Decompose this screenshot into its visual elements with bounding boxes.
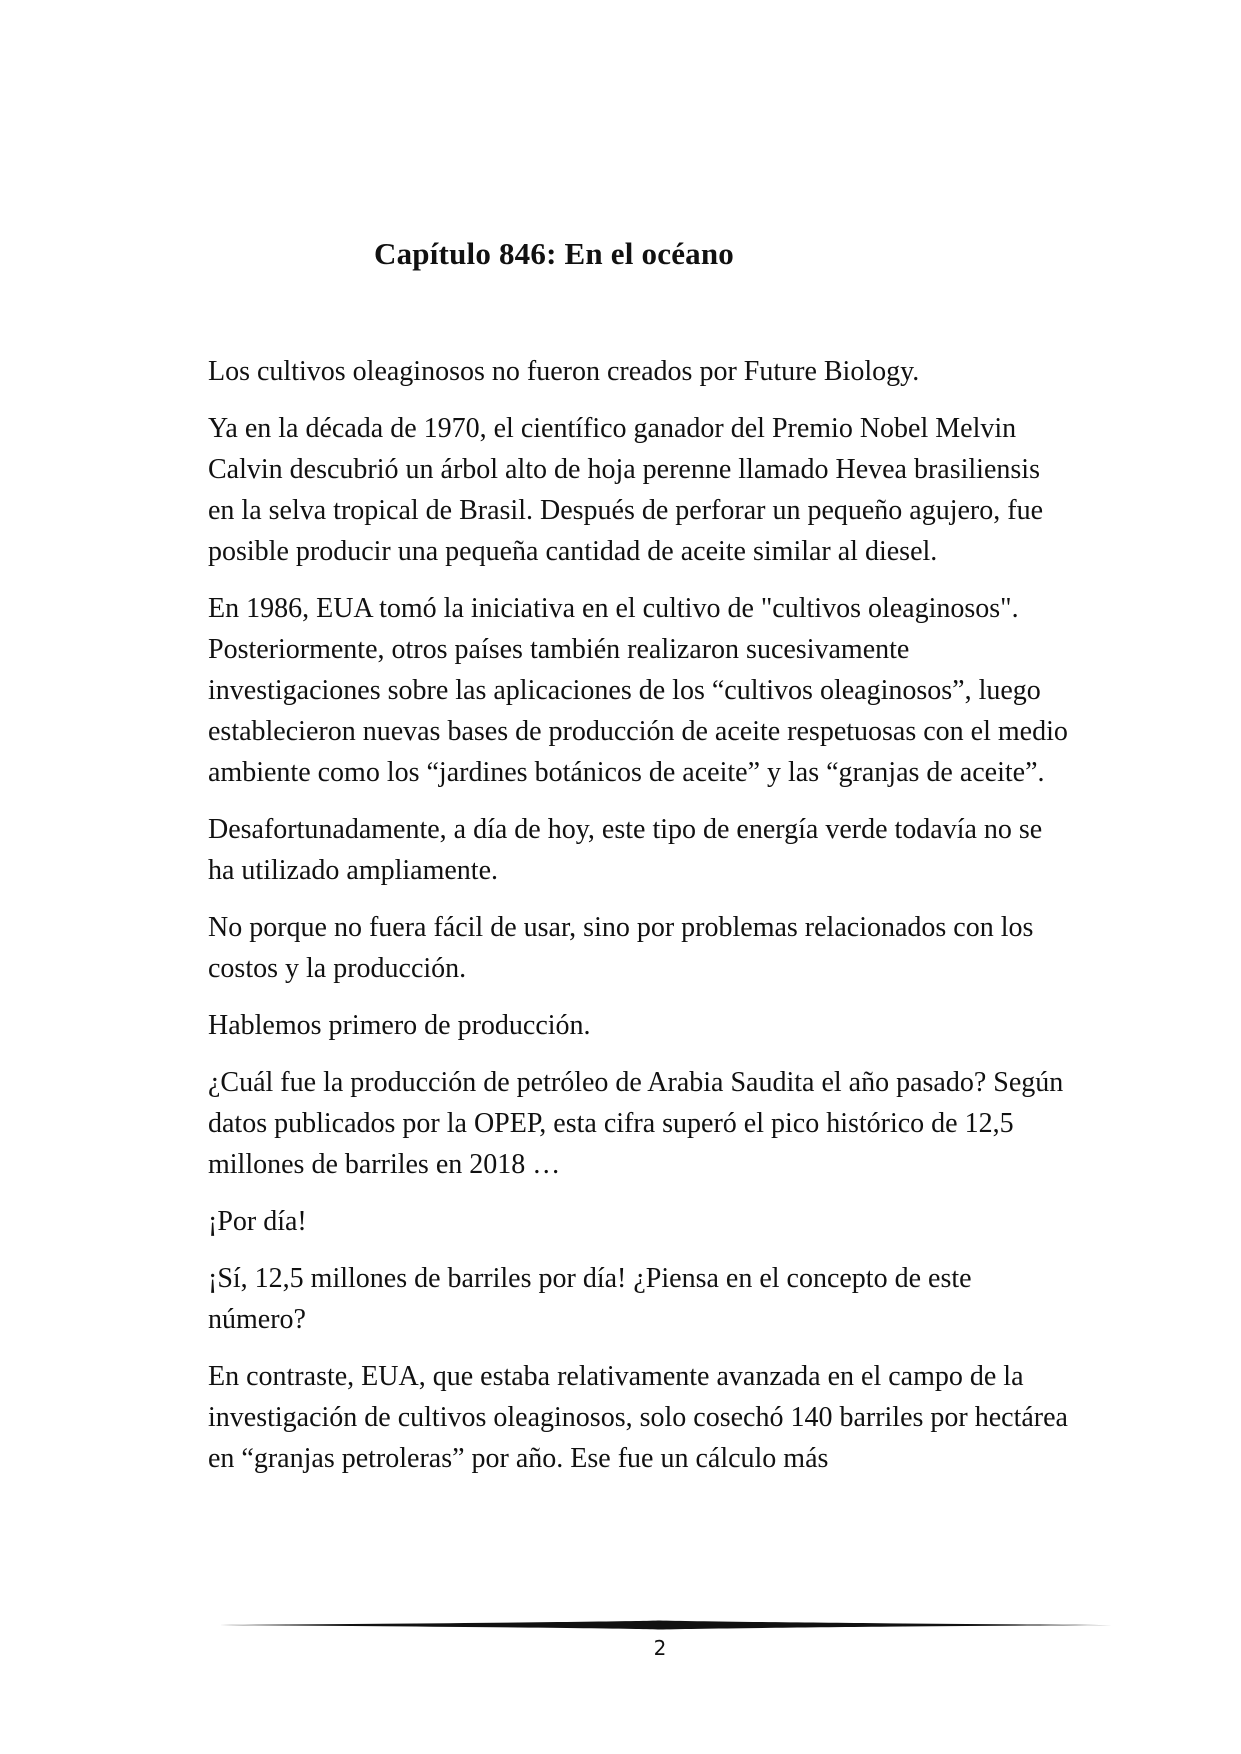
paragraph: En contraste, EUA, que estaba relativamente avanzada en el campo de la investigación de cultivos oleaginosos, solo cosechó 140 barriles por hectárea en “granjas petroleras” por año. Ese fue un cálculo más	[208, 1361, 1068, 1474]
paragraph: No porque no fuera fácil de usar, sino por problemas relacionados con los costos y la producción.	[208, 912, 1034, 984]
page-number: 2	[653, 1636, 667, 1660]
chapter-title: Capítulo 846: En el océano	[374, 236, 734, 271]
paragraph: Hablemos primero de producción.	[208, 1010, 591, 1041]
paragraph: Desafortunadamente, a día de hoy, este tipo de energía verde todavía no se ha utilizado ampliamente.	[208, 814, 1043, 886]
paragraph: ¡Sí, 12,5 millones de barriles por día! ¿Piensa en el concepto de este número?	[208, 1263, 972, 1335]
chapter-body	[208, 351, 1068, 1495]
paragraph: Los cultivos oleaginosos no fueron creados por Future Biology.	[208, 356, 920, 387]
footer-divider	[208, 1619, 1112, 1631]
paragraph: ¿Cuál fue la producción de petróleo de Arabia Saudita el año pasado? Según datos publicados por la OPEP, esta cifra superó el pico histórico de 12,5 millones de barriles en 2018 …	[208, 1067, 1064, 1180]
paragraph: Ya en la década de 1970, el científico ganador del Premio Nobel Melvin Calvin descubrió un árbol alto de hoja perenne llamado Hevea brasiliensis en la selva tropical de Brasil. Después de perforar un pequeño agujero, fue posible producir una pequeña cantidad de aceite similar al diesel.	[208, 413, 1044, 567]
paragraph: En 1986, EUA tomó la iniciativa en el cultivo de "cultivos oleaginosos". Posteriormente, otros países también realizaron sucesivamente investigaciones sobre las aplicaciones de los “cultivos oleaginosos”, luego establecieron nuevas bases de producción de aceite respetuosas con el medio ambiente como los “jardines botánicos de aceite” y las “granjas de aceite”.	[208, 593, 1068, 788]
paragraph: ¡Por día!	[208, 1206, 307, 1237]
